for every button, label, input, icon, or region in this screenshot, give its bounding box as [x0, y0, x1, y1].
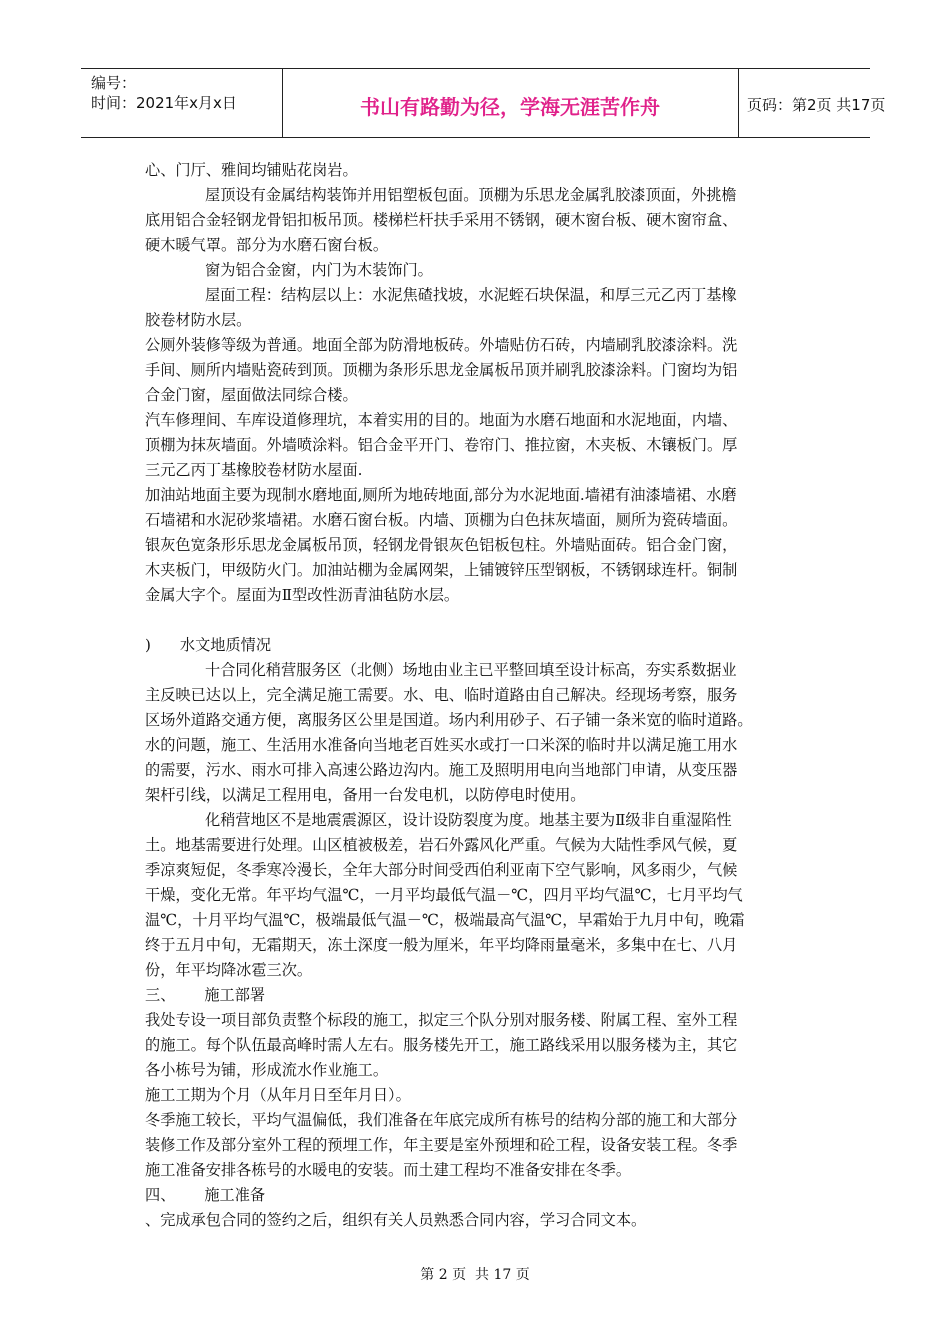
body-line: 窗为铝合金窗，内门为木装饰门。	[205, 261, 433, 279]
page-header	[81, 68, 886, 138]
body-line: 架杆引线，以满足工程用电，备用一台发电机，以防停电时使用。	[145, 786, 586, 804]
body-line: 银灰色宽条形乐思龙金属板吊顶，轻钢龙骨银灰色铝板包柱。外墙贴面砖。铝合金门窗，	[145, 536, 738, 554]
header-page-cell	[739, 69, 886, 137]
body-line: 施工准备安排各栋号的水暖电的安装。而土建工程均不准备安排在冬季。	[145, 1161, 631, 1179]
body-line: 加油站地面主要为现制水磨地面,厕所为地砖地面,部分为水泥地面.墙裙有油漆墙裙、水磨	[145, 486, 737, 504]
page-info: 页码：第2页 共17页	[747, 96, 886, 114]
body-line: 手间、厕所内墙贴瓷砖到顶。顶棚为条形乐思龙金属板吊顶并刷乳胶漆涂料。门窗均为铝	[145, 361, 738, 379]
motto-text: 书山有路勤为径，学海无涯苦作舟	[360, 95, 660, 119]
body-line: 的施工。每个队伍最高峰时需人左右。服务楼先开工，施工路线采用以服务楼为主，其它	[145, 1036, 738, 1054]
section-heading: 三、 施工部署	[145, 986, 266, 1004]
body-line: 季凉爽短促，冬季寒冷漫长，全年大部分时间受西伯利亚南下空气影响，风多雨少，气候	[145, 861, 738, 879]
body-line: 胶卷材防水层。	[145, 311, 252, 329]
body-line: 汽车修理间、车库设道修理坑，本着实用的目的。地面为水磨石地面和水泥地面，内墙、	[145, 411, 738, 429]
body-line: 木夹板门，甲级防火门。加油站棚为金属网架，上铺镀锌压型钢板，不锈钢球连杆。铜制	[145, 561, 738, 579]
body-line: 硬木暖气罩。部分为水磨石窗台板。	[145, 236, 388, 254]
body-line: 我处专设一项目部负责整个标段的施工，拟定三个队分别对服务楼、附属工程、室外工程	[145, 1011, 738, 1029]
body-line: 化稍营地区不是地震震源区，设计设防裂度为度。地基主要为Ⅱ级非自重湿陷性	[205, 811, 732, 829]
body-line: 公厕外装修等级为普通。地面全部为防滑地板砖。外墙贴仿石砖，内墙刷乳胶漆涂料。洗	[145, 336, 738, 354]
body-line: 区场外道路交通方便，离服务区公里是国道。场内利用砂子、石子铺一条米宽的临时道路。	[145, 711, 753, 729]
body-line: 心、门厅、雅间均铺贴花岗岩。	[145, 161, 358, 179]
body-line: 土。地基需要进行处理。山区植被极差，岩石外露风化严重。气候为大陆性季风气候，夏	[145, 836, 738, 854]
body-line: 各小栋号为铺，形成流水作业施工。	[145, 1061, 388, 1079]
body-line: 冬季施工较长，平均气温偏低，我们准备在年底完成所有栋号的结构分部的施工和大部分	[145, 1111, 738, 1129]
body-line: 屋面工程：结构层以上：水泥焦碴找坡，水泥蛭石块保温，和厚三元乙丙丁基橡	[205, 286, 737, 304]
page-footer	[0, 1264, 950, 1284]
body-line: 施工工期为个月（从年月日至年月日）。	[145, 1086, 411, 1104]
header-motto-cell	[282, 69, 739, 137]
section-heading: 四、 施工准备	[145, 1186, 266, 1204]
body-line: 三元乙丙丁基橡胶卷材防水屋面.	[145, 461, 363, 479]
document-body	[145, 158, 805, 1233]
body-line: 的需要，污水、雨水可排入高速公路边沟内。施工及照明用电向当地部门申请，从变压器	[145, 761, 738, 779]
body-line: 石墙裙和水泥砂浆墙裙。水磨石窗台板。内墙、顶棚为白色抹灰墙面，厕所为瓷砖墙面。	[145, 511, 738, 529]
paragraph-gap	[145, 608, 805, 633]
body-line: 份，年平均降冰雹三次。	[145, 961, 313, 979]
body-line: 十合同化稍营服务区（北侧）场地由业主已平整回填至设计标高，夯实系数据业	[205, 661, 737, 679]
time-label: 时间：2021年x月x日	[91, 94, 237, 112]
body-line: 水的问题，施工、生活用水准备向当地老百姓买水或打一口米深的临时井以满足施工用水	[145, 736, 738, 754]
serial-label: 编号：	[91, 74, 137, 92]
body-line: 温℃，十月平均气温℃，极端最低气温－℃，极端最高气温℃，早霜始于九月中旬，晚霜	[145, 911, 745, 929]
footer-page-number: 第 2 页 共 17 页	[420, 1267, 530, 1283]
body-line: 主反映已达以上，完全满足施工需要。水、电、临时道路由自己解决。经现场考察，服务	[145, 686, 738, 704]
body-line: 金属大字个。屋面为Ⅱ型改性沥青油毡防水层。	[145, 586, 460, 604]
section-heading: ) 水文地质情况	[145, 636, 272, 654]
body-line: 、完成承包合同的签约之后，组织有关人员熟悉合同内容，学习合同文本。	[145, 1211, 647, 1229]
body-line: 顶棚为抹灰墙面。外墙喷涂料。铝合金平开门、卷帘门、推拉窗，木夹板、木镶板门。厚	[145, 436, 738, 454]
body-line: 终于五月中旬，无霜期天，冻土深度一般为厘米，年平均降雨量毫米，多集中在七、八月	[145, 936, 738, 954]
body-line: 底用铝合金轻钢龙骨铝扣板吊顶。楼梯栏杆扶手采用不锈钢，硬木窗台板、硬木窗帘盒、	[145, 211, 738, 229]
header-meta-cell	[81, 69, 283, 137]
body-line: 干燥，变化无常。年平均气温℃，一月平均最低气温－℃，四月平均气温℃，七月平均气	[145, 886, 743, 904]
body-line: 合金门窗，屋面做法同综合楼。	[145, 386, 358, 404]
body-line: 屋顶设有金属结构装饰并用铝塑板包面。顶棚为乐思龙金属乳胶漆顶面，外挑檐	[205, 186, 737, 204]
body-line: 装修工作及部分室外工程的预埋工作，年主要是室外预埋和砼工程，设备安装工程。冬季	[145, 1136, 738, 1154]
